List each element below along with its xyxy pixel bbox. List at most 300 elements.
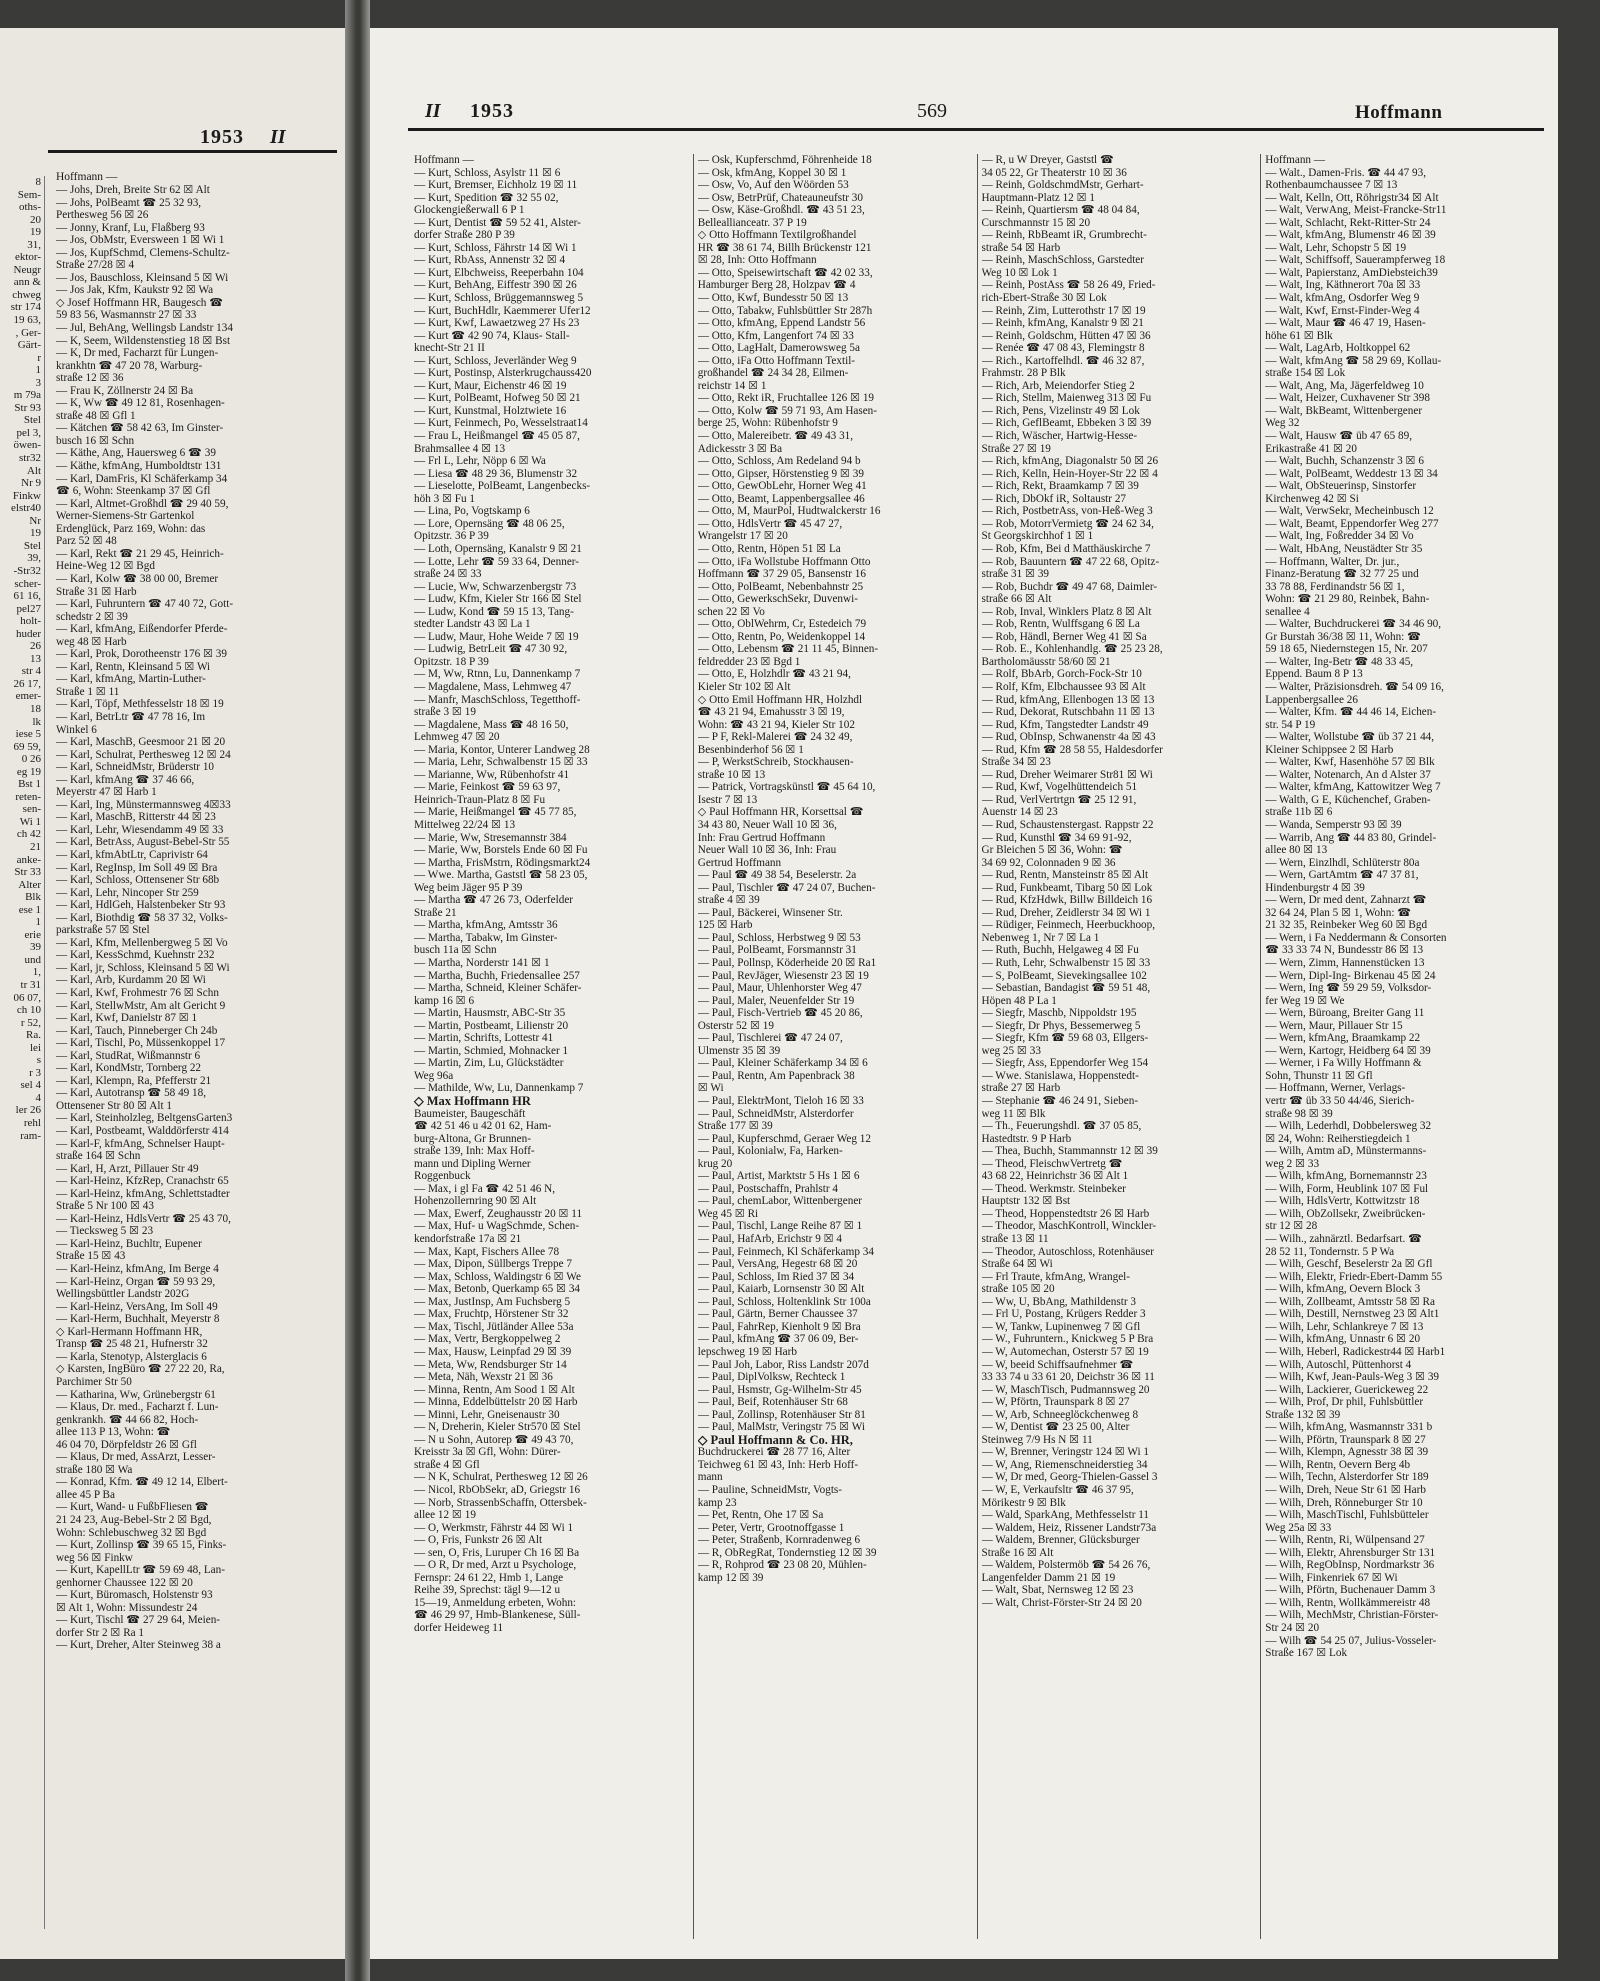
directory-entry: — Paul Joh, Labor, Riss Landstr 207d (697, 1358, 869, 1371)
directory-entry: — Wilh, HdlsVertr, Kottwitzstr 18 (1265, 1195, 1420, 1208)
directory-entry: — Rolf, Kfm, Elbchaussee 93 ☒ Alt (981, 680, 1146, 693)
directory-entry: — Paul, MalMstr, Veringstr 75 ☒ Wi (697, 1421, 865, 1434)
directory-entry: genhorner Chaussee 122 ☒ 20 (56, 1576, 193, 1589)
directory-entry: schedstr 2 ☒ 39 (56, 610, 128, 623)
directory-entry: Straße 64 ☒ Wi (981, 1258, 1053, 1271)
directory-entry: — Karl, Kfm, Mellenbergweg 5 ☒ Vo (56, 936, 228, 949)
directory-entry: — Max, Schloss, Waldingstr 6 ☒ We (414, 1270, 581, 1283)
directory-entry: straße 12 ☒ 36 (56, 372, 124, 385)
directory-entry: — W, Brenner, Veringstr 124 ☒ Wi 1 (981, 1446, 1150, 1459)
directory-entry: — Pet, Rentn, Ohe 17 ☒ Sa (697, 1509, 824, 1522)
directory-entry: — Wilh, kfmAng, Oevern Block 3 (1265, 1283, 1421, 1296)
directory-entry: — Wilh, Pförtn, Traunspark 8 ☒ 27 (1265, 1433, 1426, 1446)
directory-entry: — Wilh, kfmAng, Wasmannstr 331 b (1265, 1421, 1433, 1434)
directory-entry: — Wilh, Dreh, Neue Str 61 ☒ Harb (1265, 1483, 1426, 1496)
directory-column-3 (977, 154, 1261, 1939)
directory-entry: ☎ 6, Wohn: Steenkamp 37 ☒ Gfl (56, 485, 211, 498)
directory-entry: — Kurt, KapellLtr ☎ 59 69 48, Lan- (56, 1564, 225, 1577)
margin-fragment: ann & (13, 276, 41, 289)
directory-entry: — Wilh, kfmAng, Bornemannstr 23 (1265, 1170, 1427, 1183)
directory-entry: — W, Dentist ☎ 23 25 00, Alter (981, 1421, 1130, 1434)
directory-entry: — Walter, Ing-Betr ☎ 48 33 45, (1265, 655, 1414, 668)
directory-entry: — Otto, Malereibetr. ☎ 49 43 31, (697, 430, 854, 443)
directory-entry: — Rich., Kartoffelhdl. ☎ 46 32 87, (981, 354, 1145, 367)
directory-entry: mann und Dipling Werner (414, 1157, 531, 1170)
directory-entry: — Max, Fruchtp, Hörstener Str 32 (414, 1308, 569, 1321)
directory-entry: — Max, Vertr, Bergkoppelweg 2 (414, 1333, 561, 1346)
directory-entry: — Patrick, Vortragskünstl ☎ 45 64 10, (697, 781, 876, 794)
directory-entry: — Martha, Buchh, Friedensallee 257 (414, 969, 580, 982)
directory-entry: — Rich, GeflBeamt, Ebbeken 3 ☒ 39 (981, 417, 1152, 430)
page-number: 569 (917, 100, 947, 122)
margin-fragment: Nr (29, 514, 41, 527)
directory-entry: — Rud, VerlVertrtgn ☎ 25 12 91, (981, 793, 1137, 806)
directory-entry: — Minni, Lehr, Gneisenaustr 30 (414, 1408, 560, 1421)
directory-entry: — Paul, Hsmstr, Gg-Wilhelm-Str 45 (697, 1383, 862, 1396)
directory-entry: — Kurt, Kunstmal, Holztwiete 16 (414, 404, 567, 417)
directory-entry: — Karl, Lehr, Wiesendamm 49 ☒ 33 (56, 823, 224, 836)
directory-entry: — Walt, Buchh, Schanzenstr 3 ☒ 6 (1265, 455, 1424, 468)
directory-entry: — Paul, Kupferschmd, Geraer Weg 12 (697, 1132, 871, 1145)
directory-entry: — Walt, Christ-Förster-Str 24 ☒ 20 (981, 1596, 1142, 1609)
margin-fragment: 26 17, (13, 677, 41, 690)
directory-entry: — Käthe, kfmAng, Humboldtstr 131 (56, 460, 222, 473)
directory-entry: — Wilh, Amtm aD, Münstermanns- (1265, 1145, 1427, 1158)
directory-entry: Baumeister, Baugeschäft (414, 1107, 526, 1120)
directory-entry: Besenbinderhof 56 ☒ 1 (697, 743, 804, 756)
directory-entry: kendorfstraße 17a ☒ 21 (414, 1233, 522, 1246)
directory-entry: 28 52 11, Tondernstr. 5 P Wa (1265, 1245, 1395, 1258)
directory-entry: Weg 10 ☒ Lok 1 (981, 266, 1058, 279)
directory-column-2 (693, 154, 977, 1939)
directory-entry: Auenstr 14 ☒ 23 (981, 806, 1058, 819)
directory-entry: — N, Dreherin, Kieler Str570 ☒ Stel (414, 1421, 581, 1434)
directory-entry: allee 45 P Ba (56, 1488, 115, 1501)
directory-entry: — Theod, Hoppenstedtstr 26 ☒ Harb (981, 1207, 1150, 1220)
directory-entry: — Rud, Schaustenstergast. Rappstr 22 (981, 818, 1154, 831)
directory-entry: knecht-Str 21 II (414, 342, 485, 355)
directory-entry: ◇ Paul Hoffmann HR, Korsettsal ☎ (697, 806, 864, 819)
margin-fragment: tr 31 (20, 979, 41, 991)
directory-entry: — Karl, Tischl, Po, Müssenkoppel 17 (56, 1037, 226, 1050)
directory-entry: — Rud, Rentn, Mansteinstr 85 ☒ Alt (981, 869, 1149, 882)
directory-entry: — Frl U, Postang, Krügers Redder 3 (981, 1308, 1146, 1321)
directory-entry: — Paul, Feinmech, Kl Schäferkamp 34 (697, 1245, 874, 1258)
directory-entry: — O R, Dr med, Arzt u Psychologe, (414, 1559, 577, 1572)
directory-entry: — Karl, Kwf, Danielstr 87 ☒ 1 (56, 1012, 198, 1025)
margin-fragment: 19 (30, 226, 41, 239)
directory-entry: — Rud, Kfm ☎ 28 58 55, Haldesdorfer (981, 743, 1163, 756)
directory-entry: — Karl, StellwMstr, Am alt Gericht 9 (56, 999, 226, 1012)
directory-entry: Curschmannstr 15 ☒ 20 (981, 216, 1091, 229)
directory-entry: — Karl, Schloss, Ottensener Str 68b (56, 874, 220, 887)
directory-entry: — Siegfr, Kfm ☎ 59 68 03, Ellgers- (981, 1032, 1149, 1045)
directory-entry: — Walt, LagArb, Holtkoppel 62 (1265, 342, 1411, 355)
directory-entry: Heine-Weg 12 ☒ Bgd (56, 560, 155, 573)
directory-entry: — Norb, StrassenbSchaffn, Ottersbek- (414, 1496, 587, 1509)
directory-entry: Straße 31 ☒ Harb (56, 585, 137, 598)
directory-entry: straße 98 ☒ 39 (1265, 1107, 1333, 1120)
directory-entry: — Wilh, Finkenriek 67 ☒ Wi (1265, 1571, 1398, 1584)
directory-entry: 59 83 56, Wasmannstr 27 ☒ 33 (56, 309, 197, 322)
directory-entry: — Theod, FleischwVertretg ☎ (981, 1157, 1123, 1170)
directory-entry: Kirchenweg 42 ☒ Si (1265, 492, 1359, 505)
directory-entry: — Otto, kfmAng, Eppend Landstr 56 (697, 317, 866, 330)
directory-entry: — Rob, Bauuntern ☎ 47 22 68, Opitz- (981, 555, 1160, 568)
directory-entry: Frahmstr. 28 P Blk (981, 367, 1066, 380)
directory-entry: — Walt, kfmAng, Osdorfer Weg 9 (1265, 292, 1420, 305)
margin-fragment: chweg (12, 288, 41, 301)
directory-entry: — Karl, Kolw ☎ 38 00 00, Bremer (56, 572, 219, 585)
directory-entry: — Karl, HdlGeh, Halstenbeker Str 93 (56, 899, 226, 912)
directory-entry: kamp 23 (697, 1496, 737, 1509)
directory-entry: straße 24 ☒ 33 (414, 568, 482, 581)
directory-entry: — Lina, Po, Vogtskamp 6 (414, 505, 530, 518)
directory-entry: Nebenweg 1, Nr 7 ☒ La 1 (981, 931, 1100, 944)
directory-entry: straße 139, Inh: Max Hoff- (414, 1145, 535, 1158)
directory-entry: ☎ 42 51 46 u 42 01 62, Ham- (414, 1120, 552, 1133)
directory-entry: str. 54 P 19 (1265, 718, 1316, 731)
directory-entry: — Kurt, Kwf, Lawaetzweg 27 Hs 23 (414, 317, 580, 330)
column-head: Hoffmann — (56, 171, 118, 183)
left-page-roman: II (270, 126, 286, 148)
directory-entry: Perthesweg 56 ☒ 26 (56, 209, 149, 222)
directory-entry: — Walt, Schlacht, Rekt-Ritter-Str 24 (1265, 216, 1431, 229)
margin-fragment: 1 (35, 916, 41, 929)
directory-entry: — Peter, Vertr, Grootnoffgasse 1 (697, 1521, 845, 1534)
directory-entry: — Karl, SchneidMstr, Brüderstr 10 (56, 761, 215, 774)
directory-entry: — Maria, Lehr, Schwalbenstr 15 ☒ 33 (414, 756, 588, 769)
directory-entry: — Wern, Ing ☎ 59 29 59, Volksdor- (1265, 982, 1432, 995)
directory-entry: — Karl, Töpf, Methfesselstr 18 ☒ 19 (56, 698, 224, 711)
directory-entry: Kleiner Schippsee 2 ☒ Harb (1265, 743, 1394, 756)
margin-fragment: -Str32 (13, 564, 41, 577)
directory-entry: — Walt, kfmAng ☎ 58 29 69, Kollau- (1265, 354, 1442, 367)
directory-entry: Ottensener Str 80 ☒ Alt 1 (56, 1099, 172, 1112)
margin-fragment: ese 1 (18, 903, 41, 916)
directory-entry: — Magdalene, Mass, Lehmweg 47 (414, 680, 572, 693)
directory-entry: — Otto, Beamt, Lappenbergsallee 46 (697, 492, 865, 505)
directory-entry: — Karl-Heinz, kfmAng, Im Berge 4 (56, 1263, 219, 1276)
directory-entry: — Martha, Tabakw, Im Ginster- (414, 931, 558, 944)
directory-entry: Hamburger Berg 28, Holzpav ☎ 4 (697, 279, 856, 292)
directory-entry: — Otto, Schloss, Am Redeland 94 b (697, 455, 861, 468)
directory-entry: — Wern, Zimm, Hannenstücken 13 (1265, 957, 1425, 969)
directory-entry: — Karl, kfmAbtLtr, Caprivistr 64 (56, 848, 208, 861)
directory-entry: — Karl, MaschB, Geesmoor 21 ☒ 20 (56, 736, 226, 749)
directory-entry: Weg 96a (414, 1069, 454, 1082)
directory-entry: straße 105 ☒ 20 (981, 1283, 1055, 1296)
directory-entry: Werner-Siemens-Str Gartenkol (56, 510, 195, 523)
margin-fragment: Str 93 (14, 401, 41, 414)
directory-entry: — R, Rohprod ☎ 23 08 20, Mühlen- (697, 1559, 867, 1572)
margin-fragment: und (24, 953, 41, 966)
directory-entry: — Kurt, Spedition ☎ 32 55 02, (414, 191, 559, 204)
directory-entry: — Paul, Kleiner Schäferkamp 34 ☒ 6 (697, 1057, 868, 1070)
directory-entry: Weg 32 (1265, 417, 1300, 430)
directory-entry: — Paul, Pollnsp, Köderheide 20 ☒ Ra1 (697, 957, 877, 969)
directory-entry: ☒ 28, Inh: Otto Hoffmann (697, 254, 817, 267)
directory-entry: — Reinh, Goldschm, Hütten 47 ☒ 36 (981, 329, 1151, 342)
directory-entry: Wellingsbüttler Landstr 202G (56, 1288, 190, 1301)
directory-entry: — Kurt, Maur, Eichenstr 46 ☒ 19 (414, 379, 567, 392)
directory-entry: — Walter, kfmAng, Kattowitzer Weg 7 (1265, 781, 1441, 794)
directory-entry: Hoffmann — (1265, 154, 1326, 166)
margin-fragment: sen- (22, 803, 41, 816)
directory-entry: — Wilh, Techn, Alsterdorfer Str 189 (1265, 1471, 1429, 1484)
directory-entry: — Karl-F, kfmAng, Schnelser Haupt- (56, 1137, 225, 1150)
directory-entry: — Rich, Kelln, Hein-Hoyer-Str 22 ☒ 4 (981, 467, 1158, 480)
directory-entry: — Otto, Lebensm ☎ 21 11 45, Binnen- (697, 643, 879, 656)
directory-entry: — Nicol, RbObSekr, aD, Griegstr 16 (414, 1483, 581, 1496)
directory-entry: — Otto, GewObLehr, Horner Weg 41 (697, 480, 867, 493)
directory-entry: — Karl, Lehr, Nincoper Str 259 (56, 886, 199, 899)
directory-entry: — Kurt, Schloss, Brüggemannsweg 5 (414, 292, 584, 305)
directory-entry: kamp 16 ☒ 6 (414, 994, 475, 1007)
directory-entry: — Karl, MaschB, Ritterstr 44 ☒ 23 (56, 811, 216, 824)
directory-entry: — Wern, Einzlhdl, Schlüterstr 80a (1265, 856, 1420, 869)
directory-entry: — Rich, Pens, Vizelinstr 49 ☒ Lok (981, 404, 1140, 417)
directory-entry: Hastedtstr. 9 P Harb (981, 1132, 1072, 1145)
margin-fragment: iese 5 (15, 728, 41, 741)
directory-entry: — Wilh, Prof, Dr phil, Fuhlsbüttler (1265, 1396, 1424, 1409)
directory-entry: — Wilh, Elektr, Ahrensburger Str 131 (1265, 1546, 1436, 1559)
directory-entry: Gertrud Hoffmann (697, 856, 782, 869)
directory-entry: — Rich, PostbetrAss, von-Heß-Weg 3 (981, 505, 1153, 518)
directory-entry: — Wern, kfmAng, Braamkamp 22 (1265, 1032, 1421, 1045)
directory-entry: — Rob, Buchdr ☎ 49 47 68, Daimler- (981, 580, 1158, 593)
directory-entry: — Wilh, Dreh, Rönneburger Str 10 (1265, 1496, 1423, 1509)
margin-fragment: lk (32, 715, 41, 728)
directory-entry: — Otto, Speisewirtschaft ☎ 42 02 33, (697, 266, 873, 279)
directory-entry: — R, ObRegRat, Tondernstieg 12 ☒ 39 (697, 1546, 877, 1559)
margin-fragment: Sem- (17, 188, 41, 201)
directory-entry: — Walt, Maur ☎ 46 47 19, Hasen- (1265, 317, 1426, 330)
directory-entry: Gr Bleichen 5 ☒ 36, Wohn: ☎ (981, 844, 1123, 857)
directory-entry: — Paul ☎ 49 38 54, Beselerstr. 2a (697, 869, 857, 882)
margin-fragment: 31, (27, 238, 41, 251)
directory-entry: Isestr 7 ☒ 13 (697, 793, 758, 806)
directory-entry: — Wern, Dr med dent, Zahnarzt ☎ (1265, 894, 1427, 907)
directory-entry: — Walt, HbAng, Neustädter Str 35 (1265, 542, 1423, 555)
directory-entry: — Käthe, Ang, Hauersweg 6 ☎ 39 (56, 447, 216, 460)
directory-entry: — Manfr, MaschSchloss, Tegetthoff- (414, 693, 581, 706)
directory-entry: großhandel ☎ 24 34 28, Eilmen- (697, 367, 849, 380)
directory-entry: — Jos Jak, Kfm, Kaukstr 92 ☒ Wa (56, 284, 214, 297)
directory-entry: — Wilh, Rentn, Wollkämmereistr 48 (1265, 1596, 1431, 1609)
directory-entry: Straße 27/28 ☒ 4 (56, 259, 135, 272)
directory-entry: 43 68 22, Heinrichstr 36 ☒ Alt 1 (981, 1170, 1129, 1183)
directory-entry: — Wilh, Klempn, Agnesstr 38 ☒ 39 (1265, 1446, 1429, 1459)
margin-fragment: 61 16, (13, 590, 41, 603)
directory-entry: Osterstr 52 ☒ 19 (697, 1019, 774, 1032)
directory-entry: Hauptmann-Platz 12 ☒ 1 (981, 191, 1095, 204)
directory-entry: str 12 ☒ 28 (1265, 1220, 1318, 1233)
directory-entry: Straße 1 ☒ 11 (56, 685, 120, 698)
directory-entry: — Wern, Dipl-Ing- Birkenau 45 ☒ 24 (1265, 969, 1436, 982)
directory-entry: — Rud, ObInsp, Schwanenstr 4a ☒ 43 (981, 731, 1156, 744)
directory-entry: Parchimer Str 50 (56, 1375, 132, 1388)
directory-entry: — Kurt ☎ 42 90 74, Klaus- Stall- (414, 329, 570, 342)
directory-entry: — Rud, Dreher, Zeidlerstr 34 ☒ Wi 1 (981, 906, 1151, 919)
directory-entry: — Otto, Kfm, Langenfort 74 ☒ 33 (697, 329, 854, 342)
margin-fragment: 06 07, (13, 991, 41, 1004)
directory-entry: — Paul, Schloss, Im Ried 37 ☒ 34 (697, 1270, 855, 1283)
margin-fragment: 13 (30, 652, 41, 665)
directory-entry: ☎ 46 29 97, Hmb-Blankenese, Süll- (414, 1609, 581, 1622)
left-page (0, 28, 345, 1959)
directory-entry: — Karl, jr, Schloss, Kleinsand 5 ☒ Wi (56, 961, 230, 974)
left-margin-strip (0, 176, 45, 1929)
directory-entry: — Walter, Kwf, Hasenhöhe 57 ☒ Blk (1265, 756, 1435, 769)
margin-fragment: 1, (32, 966, 41, 979)
directory-entry: Belleallianceatr. 37 P 19 (697, 216, 807, 229)
directory-entry: fer Weg 19 ☒ We (1265, 994, 1345, 1007)
directory-entry: — Katharina, Ww, Grünebergstr 61 (56, 1388, 216, 1401)
left-col1-entries (56, 184, 337, 1652)
margin-fragment: elstr40 (11, 502, 41, 515)
directory-entry: — Martin, Schrifts, Lottestr 41 (414, 1032, 554, 1045)
directory-entry: — Lotte, Lehr ☎ 59 33 64, Denner- (414, 555, 580, 568)
directory-entry: — Hoffmann, Werner, Verlags- (1265, 1082, 1406, 1095)
directory-entry: — Paul, chemLabor, Wittenbergener (697, 1195, 863, 1208)
directory-entry: Sohn, Thunstr 11 ☒ Gfl (1265, 1069, 1373, 1082)
margin-fragment: Gärt- (17, 339, 41, 352)
margin-fragment: Stel (23, 539, 41, 552)
directory-entry: — Siegfr, Ass, Eppendorfer Weg 154 (981, 1057, 1149, 1070)
directory-entry: allee 113 P 13, Wohn: ☎ (56, 1426, 171, 1439)
directory-entry: — W, beeid Schiffsaufnehmer ☎ (981, 1358, 1134, 1371)
directory-entry: — Paul, kfmAng ☎ 37 06 09, Ber- (697, 1333, 859, 1346)
directory-entry: — Kurt, Zollinsp ☎ 39 65 15, Finks- (56, 1539, 227, 1552)
directory-entry: — Rich, kfmAng, Diagonalstr 50 ☒ 26 (981, 455, 1159, 468)
margin-fragment: oths- (19, 201, 41, 214)
directory-entry: ◇ Max Hoffmann HR (414, 1095, 531, 1108)
directory-entry: — Kurt, Feinmech, Po, Wesselstraat14 (414, 417, 588, 430)
directory-entry: — Wilh, Heberl, Radickestr44 ☒ Harb1 (1265, 1345, 1446, 1358)
directory-entry: — Kurt, Bremser, Eichholz 19 ☒ 11 (414, 179, 578, 192)
margin-fragment: ch 10 (16, 1004, 41, 1017)
directory-entry: — Max, Betonb, Querkamp 65 ☒ 34 (414, 1283, 581, 1296)
directory-entry: — Walt, Ing, Foßredder 34 ☒ Vo (1265, 530, 1414, 543)
directory-entry: ◇ Paul Hoffmann & Co. HR, (697, 1433, 853, 1447)
directory-entry: weg 48 ☒ Harb (56, 635, 127, 648)
directory-entry: — Paul, Beif, Rotenhäuser Str 68 (697, 1396, 848, 1409)
directory-entry: — Peter, Straßenb, Kornradenweg 6 (697, 1534, 861, 1547)
directory-entry: — Klaus, Dr med, AssArzt, Lesser- (56, 1451, 216, 1464)
directory-entry: Transp ☎ 25 48 21, Hufnerstr 32 (56, 1338, 208, 1351)
directory-entry: weg 56 ☒ Finkw (56, 1551, 133, 1564)
directory-entry: — Marie, Ww, Borstels Ende 60 ☒ Fu (414, 844, 588, 857)
directory-entry: ◇ Karsten, IngBüro ☎ 27 22 20, Ra, (56, 1363, 225, 1376)
margin-fragment: 19 63, (13, 314, 41, 327)
margin-fragment: Neugr (13, 263, 41, 276)
directory-entry: 15—19, Anmeldung erbeten, Wohn: (414, 1596, 577, 1609)
directory-entry: — Wilh, Pförtn, Buchenauer Damm 3 (1265, 1584, 1436, 1597)
directory-entry: — Reinh, GoldschmdMstr, Gerhart- (981, 179, 1144, 192)
directory-entry: — Walt, Beamt, Eppendorfer Weg 277 (1265, 517, 1439, 530)
directory-entry: Straße 21 (414, 906, 457, 919)
margin-fragment: 4 (35, 1091, 41, 1104)
directory-entry: — Lore, Opernsäng ☎ 48 06 25, (414, 517, 565, 530)
directory-entry: — W, Ang, Riemenschneiderstieg 34 (981, 1458, 1148, 1471)
directory-entry: — Walt, kfmAng, Blumenstr 46 ☒ 39 (1265, 229, 1436, 242)
directory-entry: 33 33 74 u 33 61 20, Deichstr 36 ☒ 11 (981, 1371, 1155, 1384)
directory-entry: Straße 5 Nr 100 ☒ 43 (56, 1200, 154, 1213)
directory-entry: — Walt, VerwSekr, Mecheinbusch 12 (1265, 505, 1434, 518)
directory-entry: — Mathilde, Ww, Lu, Dannenkamp 7 (414, 1082, 584, 1095)
directory-entry: — Reinh, PostAss ☎ 58 26 49, Fried- (981, 279, 1156, 292)
directory-entry: Mörikestr 9 ☒ Blk (981, 1496, 1066, 1509)
directory-entry: Steinweg 7/9 Hs N ☒ 11 (981, 1433, 1093, 1446)
directory-entry: — Kurt, Elbchweiss, Reeperbahn 104 (414, 266, 584, 279)
directory-entry: reichstr 14 ☒ 1 (697, 379, 767, 392)
directory-entry: Mittelweg 22/24 ☒ 13 (414, 818, 516, 831)
directory-entry: — O, Werkmstr, Fährstr 44 ☒ Wi 1 (414, 1521, 574, 1534)
directory-entry: — Rud, kfmAng, Ellenbogen 13 ☒ 13 (981, 693, 1155, 706)
directory-entry: — Karl, H, Arzt, Pillauer Str 49 (56, 1162, 199, 1175)
directory-entry: busch 16 ☒ Schn (56, 434, 135, 447)
directory-entry: — Paul, ElektrMont, Tieloh 16 ☒ 33 (697, 1095, 864, 1108)
margin-fragment: 26 (30, 640, 41, 653)
directory-entry: — Meta, Ww, Rendsburger Str 14 (414, 1358, 567, 1371)
directory-entry: — O, Fris, Funkstr 26 ☒ Alt (414, 1534, 543, 1547)
margin-fragment: r 52, (20, 1016, 41, 1029)
directory-entry: — Rob, Rentn, Wulffsgang 6 ☒ La (981, 618, 1140, 631)
directory-entry: — Walt, Kelln, Ott, Röhrigstr34 ☒ Alt (1265, 191, 1439, 204)
directory-entry: dorfer Heideweg 11 (414, 1621, 504, 1634)
directory-entry: — Ludwig, BetrLeit ☎ 47 30 92, (414, 643, 568, 656)
directory-entry: — Reinh, kfmAng, Kanalstr 9 ☒ 21 (981, 317, 1144, 330)
margin-fragment: 21 (30, 840, 41, 853)
margin-fragment: pel 3, (16, 426, 41, 439)
directory-entry: — Wwe. Stanislawa, Hoppenstedt- (981, 1069, 1139, 1082)
left-page-year: 1953 (200, 126, 244, 148)
right-header-rule (408, 128, 1544, 131)
directory-entry: 46 04 70, Dörpfeldstr 26 ☒ Gfl (56, 1438, 197, 1451)
directory-entry: — Karl, DamFris, Kl Schäferkamp 34 (56, 472, 228, 485)
directory-entry: — Rolf, BbArb, Gorch-Fock-Str 10 (981, 668, 1142, 681)
directory-entry: — Karl, Arb, Kurdamm 20 ☒ Wi (56, 974, 206, 987)
directory-entry: — Jul, BehAng, Wellingsb Landstr 134 (56, 322, 233, 335)
directory-entry: — Marie, Feinkost ☎ 59 63 97, (414, 781, 561, 794)
directory-entry: — Karl-Heinz, VersAng, Im Soll 49 (56, 1300, 218, 1313)
directory-entry: — Stephanie ☎ 46 24 91, Sieben- (981, 1095, 1139, 1108)
directory-entry: — Renée ☎ 47 08 43, Flemingstr 8 (981, 342, 1145, 355)
margin-fragment: Bst 1 (18, 778, 41, 791)
directory-entry: — Ludw, Maur, Hohe Weide 7 ☒ 19 (414, 630, 579, 643)
directory-entry: — W, Pförtn, Traunspark 8 ☒ 27 (981, 1396, 1130, 1409)
directory-entry: — K, Ww ☎ 49 12 81, Rosenhagen- (56, 397, 225, 410)
margin-fragment: m 79a (13, 389, 41, 402)
directory-entry: — Rich, DbOkf iR, Soltaustr 27 (981, 492, 1127, 505)
directory-entry: — W, Dr med, Georg-Thielen-Gassel 3 (981, 1471, 1158, 1484)
directory-entry: — Martin, Postbeamt, Lilienstr 20 (414, 1019, 569, 1032)
margin-fragment: anke- (16, 853, 41, 866)
directory-entry: — Sebastian, Bandagist ☎ 59 51 48, (981, 982, 1151, 995)
margin-fragment: emer- (15, 690, 41, 703)
margin-fragment: ektor- (14, 251, 41, 264)
directory-entry: — Paul, SchneidMstr, Alsterdorfer (697, 1107, 854, 1120)
directory-entry: — Max, Kapt, Fischers Allee 78 (414, 1245, 560, 1258)
directory-entry: straße 154 ☒ Lok (1265, 367, 1346, 380)
directory-entry: — Walt, VerwAng, Meist-Francke-Str11 (1265, 204, 1447, 217)
margin-fragment: str 174 (10, 301, 41, 314)
directory-entry: — Max, i gl Fa ☎ 42 51 46 N, (414, 1182, 556, 1195)
margin-fragment: r 3 (29, 1066, 41, 1079)
directory-entry: 125 ☒ Harb (697, 919, 753, 932)
directory-entry: — Otto, M, MaurPol, Hudtwalckerstr 16 (697, 505, 881, 518)
